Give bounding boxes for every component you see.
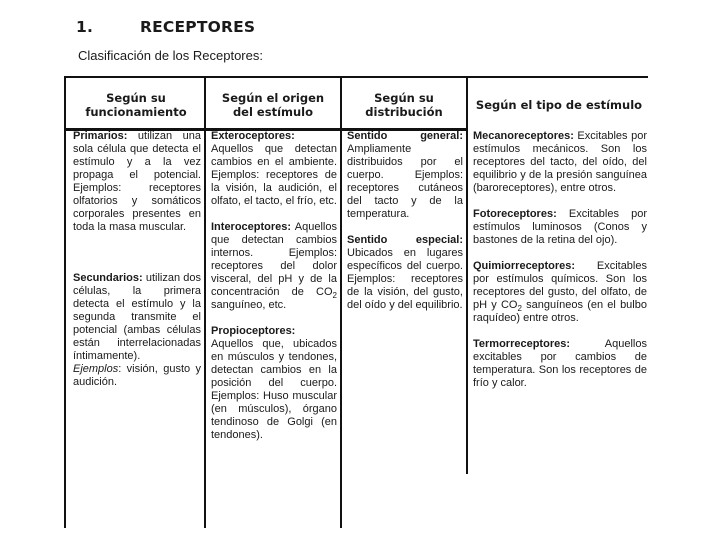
interoceptores-text: Aquellos que detectan cambios internos. Ejemplos: receptores del dolor visceral, del pH y de la concentración de CO <box>211 221 337 298</box>
propioceptores-term: Propioceptores: <box>211 325 296 337</box>
quimio-entry <box>473 260 647 325</box>
ejemplos-text: : visión, gusto y audición. <box>73 363 201 388</box>
ejemplos-term: Ejemplos <box>73 363 119 375</box>
primarios-term: Primarios: <box>73 130 128 142</box>
foto-entry <box>473 208 647 247</box>
col-origen <box>206 130 340 442</box>
foto-text: Excitables por estímulos luminosos (Conos y bastones de la retina del ojo). <box>473 208 647 246</box>
table-caption: Clasificación de los Receptores: <box>78 48 263 63</box>
general-entry <box>347 130 463 221</box>
col-tipo <box>468 130 650 390</box>
section-number: 1. <box>76 18 94 36</box>
interoceptores-tail: sanguíneo, etc. <box>211 299 287 311</box>
propioceptores-entry <box>211 325 337 442</box>
mecano-term: Mecanoreceptores: <box>473 130 574 142</box>
especial-entry <box>347 234 463 312</box>
exteroceptores-term: Exteroceptores: <box>211 130 295 142</box>
section-title: RECEPTORES <box>140 18 256 36</box>
section-heading <box>76 18 255 36</box>
termo-text: Aquellos excitables por cambios de temperatura. Son los receptores de frío y calor. <box>473 338 647 389</box>
mecano-text: Excitables por estímulos mecánicos. Son los receptores del tacto, del oído, del equilibrio y de la presión sanguínea (baroreceptores), entre otros. <box>473 130 647 194</box>
header-distribucion: Según su distribución <box>365 91 443 119</box>
secundarios-term: Secundarios: <box>73 272 143 284</box>
header-funcionamiento: Según su funcionamiento <box>85 91 187 119</box>
header-tipo: Según el tipo de estímulo <box>475 98 643 112</box>
receptors-table <box>64 76 648 528</box>
general-text: Ampliamente distribuidos por el cuerpo. Ejemplos: receptores cutáneos del tacto y de la temperatura. <box>347 143 463 220</box>
interoceptores-term: Interoceptores: <box>211 221 292 233</box>
termo-entry <box>473 338 647 390</box>
col-distribucion <box>342 130 466 312</box>
header-origen: Según el origen del estímulo <box>221 91 325 119</box>
quimio-text: Excitables por estímulos químicos. Son los receptores del gusto, del olfato, de pH y CO <box>473 260 647 311</box>
co2-subscript: 2 <box>517 304 522 314</box>
termo-term: Termorreceptores: <box>473 338 570 350</box>
interoceptores-entry <box>211 221 337 312</box>
secundarios-text: utilizan dos células, la primera detecta el estímulo y la segunda transmite el potencial (ambas células están interrelacionadas íntimamente). <box>73 272 201 362</box>
primarios-entry <box>73 130 201 234</box>
especial-term: Sentido especial: <box>347 234 463 246</box>
especial-text: Ubicados en lugares específicos del cuerpo. Ejemplos: receptores de la visión, del gusto, del oído y del equilibrio. <box>347 247 463 311</box>
general-term: Sentido general: <box>347 130 463 142</box>
foto-term: Fotoreceptores: <box>473 208 557 220</box>
mecano-entry <box>473 130 647 195</box>
exteroceptores-text: Aquellos que detectan cambios en el ambiente. Ejemplos: receptores de la visión, la audición, el olfato, el tacto, el frío, etc. <box>211 143 337 207</box>
propioceptores-text: Aquellos que, ubicados en músculos y tendones, detectan cambios en la posición del cuerpo. Ejemplos: Huso muscular (en músculos), órgano tendinoso de Golgi (en tendones). <box>211 338 337 441</box>
col-funcionamiento <box>68 130 204 389</box>
co2-subscript: 2 <box>332 291 337 301</box>
quimio-term: Quimiorreceptores: <box>473 260 576 272</box>
exteroceptores-entry <box>211 130 337 208</box>
quimio-tail: sanguíneos (en el bulbo raquídeo) entre otros. <box>473 299 647 324</box>
secundarios-entry <box>73 272 201 389</box>
primarios-text: utilizan una sola célula que detecta el estímulo y a la vez propaga el potencial. Ejemplos: receptores olfatorios y somáticos corporales presentes en toda la masa muscular. <box>73 130 201 233</box>
